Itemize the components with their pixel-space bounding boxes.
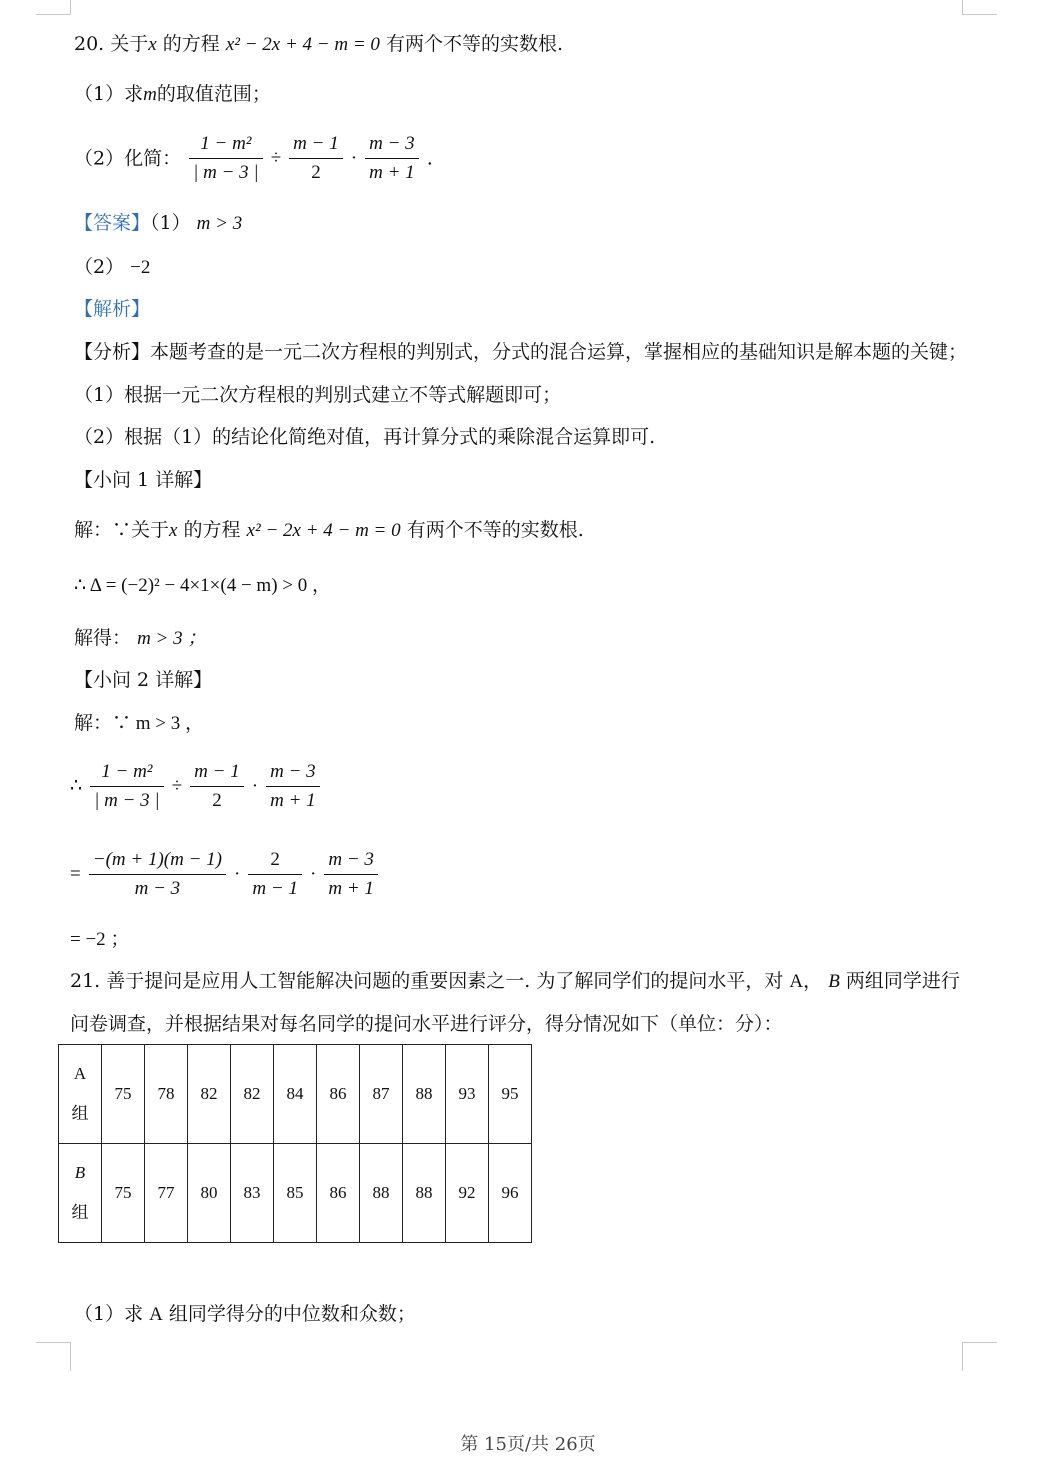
detail2-solution: 解：∵ m > 3 ， <box>74 713 204 734</box>
analysis-step1: （1）根据一元二次方程根的判别式建立不等式解题即可； <box>74 384 562 406</box>
page-number: 第 15页/共 26页 <box>460 1434 596 1455</box>
table-cell: 88 <box>403 1144 446 1243</box>
q20-part2: （2）化简： $\frac{\text{1 − m²}}{| m - 3 |}$ ÷ $\frac{m - 1}{2}$ · $\frac{m - 3}{m + 1}$ . <box>74 133 433 183</box>
fraction: $\frac{\text{1 − m²}}{| m - 3 |}$ <box>189 132 263 185</box>
fraction: $\frac{m - 3}{m + 1}$ <box>266 760 320 813</box>
fraction: $\frac{m - 3}{m + 1}$ <box>365 132 419 185</box>
fraction: $\frac{m - 1}{2}$ <box>289 132 343 185</box>
fraction: $\frac{-(m + 1)(m - 1)}{m - 3}$ <box>89 848 226 901</box>
table-cell: 92 <box>446 1144 489 1243</box>
table-row-b <box>59 1144 532 1243</box>
table-row-a <box>59 1045 532 1144</box>
analysis-summary: 【分析】本题考查的是一元二次方程根的判别式，分式的混合运算，掌握相应的基础知识是解本题的关键； <box>74 341 968 363</box>
crop-mark-top-right <box>962 0 997 15</box>
table-cell: 86 <box>317 1045 360 1144</box>
score-table <box>58 1044 532 1243</box>
detail1-solution: 解：∵关于x 的方程 x² − 2x + 4 − m = 0 有两个不等的实数根. <box>74 519 584 541</box>
table-cell: 95 <box>489 1045 532 1144</box>
crop-mark-bottom-right <box>962 1342 997 1371</box>
table-cell: 87 <box>360 1045 403 1144</box>
table-cell: 82 <box>188 1045 231 1144</box>
crop-mark-top-left <box>36 0 71 15</box>
answer-part1: 【答案】（1） m > 3 <box>74 212 243 234</box>
analysis-step2: （2）根据（1）的结论化简绝对值，再计算分式的乘除混合运算即可. <box>74 426 656 448</box>
detail1-heading: 【小问 1 详解】 <box>74 469 213 491</box>
fraction: $\frac{2}{m - 1}$ <box>248 848 302 901</box>
table-cell: 88 <box>360 1144 403 1243</box>
q20-part1: （1）求m的取值范围； <box>74 83 271 105</box>
answer-tag: 【答案】 <box>74 212 151 234</box>
q21-stem-line2: 问卷调查，并根据结果对每名同学的提问水平进行评分，得分情况如下（单位：分）： <box>70 1013 783 1035</box>
detail2-step2: = $\frac{-(m + 1)(m - 1)}{m - 3}$ · $\frac{2}{m - 1}$ · $\frac{m - 3}{m + 1}$ <box>70 848 380 901</box>
table-cell: 75 <box>102 1045 145 1144</box>
row-label-a: A 组 <box>59 1045 102 1144</box>
table-cell: 78 <box>145 1045 188 1144</box>
detail2-final: = −2 ； <box>70 929 130 950</box>
fraction: $\frac{m - 1}{2}$ <box>190 760 244 813</box>
table-cell: 85 <box>274 1144 317 1243</box>
table-cell: 86 <box>317 1144 360 1243</box>
discriminant: ∴ Δ = (−2)² − 4×1×(4 − m) > 0 ， <box>74 575 332 596</box>
table-cell: 77 <box>145 1144 188 1243</box>
fraction: $\frac{\text{1 − m²}}{| m - 3 |}$ <box>90 760 164 813</box>
analysis-tag: 【解析】 <box>74 298 151 320</box>
equation: x² − 2x + 4 − m = 0 <box>225 34 380 55</box>
detail2-step1: ∴ $\frac{\text{1 − m²}}{| m - 3 |}$ ÷ $\frac{m - 1}{2}$ · $\frac{m - 3}{m + 1}$ <box>70 760 322 813</box>
q20-stem: 20. 关于x 的方程 x² − 2x + 4 − m = 0 有两个不等的实数根. <box>74 33 563 55</box>
table-cell: 96 <box>489 1144 532 1243</box>
table-cell: 93 <box>446 1045 489 1144</box>
table-cell: 84 <box>274 1045 317 1144</box>
question-number: 20. <box>74 33 105 55</box>
fraction: $\frac{m - 3}{m + 1}$ <box>324 848 378 901</box>
row-label-b: B 组 <box>59 1144 102 1243</box>
table-cell: 82 <box>231 1045 274 1144</box>
crop-mark-bottom-left <box>36 1342 71 1371</box>
q21-stem-line1: 21. 善于提问是应用人工智能解决问题的重要因素之一. 为了解同学们的提问水平，对 A， B 两组同学进行 <box>70 970 960 992</box>
detail1-result: 解得： m > 3 ； <box>74 627 207 649</box>
detail2-heading: 【小问 2 详解】 <box>74 669 213 691</box>
q21-part1: （1）求 A 组同学得分的中位数和众数； <box>74 1303 416 1325</box>
answer-part2: （2） −2 <box>74 256 151 278</box>
table-cell: 75 <box>102 1144 145 1243</box>
table-cell: 80 <box>188 1144 231 1243</box>
table-cell: 83 <box>231 1144 274 1243</box>
table-cell: 88 <box>403 1045 446 1144</box>
